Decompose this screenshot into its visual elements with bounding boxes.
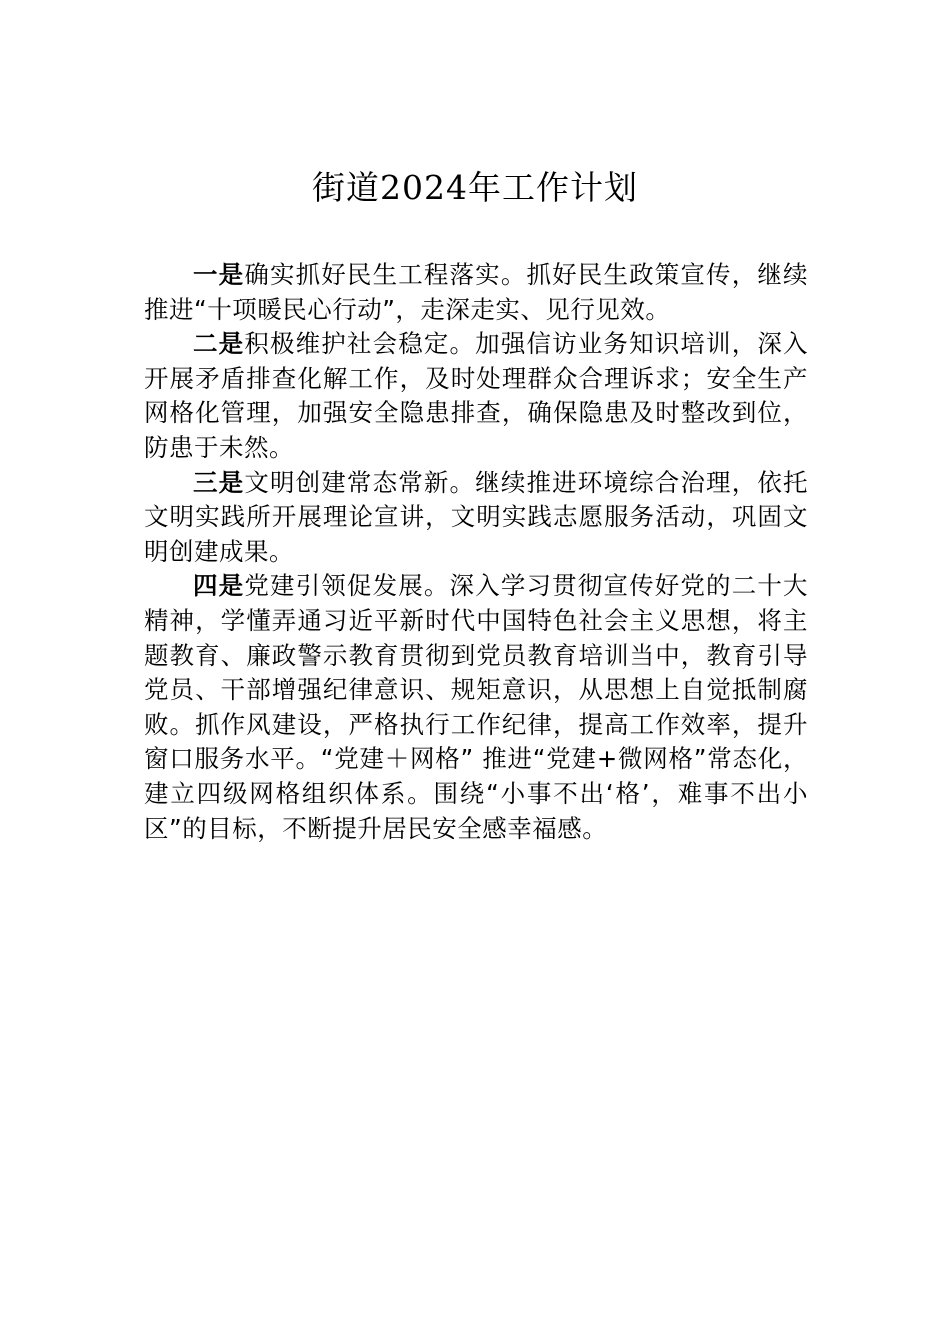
paragraph-4-lead: 四是	[193, 571, 245, 601]
paragraph-2	[144, 327, 808, 465]
paragraph-4	[144, 569, 808, 846]
paragraph-1-text: 确实抓好民生工程落实。抓好民生政策宣传，继续推进“十项暖民心行动”，走深走实、见行见效。	[144, 260, 809, 324]
paragraph-3-lead: 三是	[193, 467, 245, 497]
paragraph-4-text: 党建引领促发展。深入学习贯彻宣传好党的二十大精神，学懂弄通习近平新时代中国特色社会主义思想，将主题教育、廉政警示教育贯彻到党员教育培训当中，教育引导党员、干部增强纪律意识、规矩意识，从思想上自觉抵制腐败。抓作风建设，严格执行工作纪律，提高工作效率，提升窗口服务水平。“党建＋网格” 推进“党建+微网格”常态化，建立四级网格组织体系。围绕“小事不出‘格’，难事不出小区”的目标，不断提升居民安全感幸福感。	[144, 571, 809, 843]
paragraph-3	[144, 466, 808, 570]
paragraph-2-text: 积极维护社会稳定。加强信访业务知识培训，深入开展矛盾排查化解工作，及时处理群众合理诉求；安全生产网格化管理，加强安全隐患排查，确保隐患及时整改到位，防患于未然。	[144, 329, 809, 462]
document-title: 街道2024年工作计划	[312, 168, 638, 207]
paragraph-2-lead: 二是	[193, 329, 245, 359]
paragraph-1	[144, 258, 808, 327]
document-body	[144, 258, 808, 846]
paragraph-1-lead: 一是	[193, 260, 245, 289]
paragraph-3-text: 文明创建常态常新。继续推进环境综合治理，依托文明实践所开展理论宣讲，文明实践志愿服务活动，巩固文明创建成果。	[144, 467, 809, 566]
